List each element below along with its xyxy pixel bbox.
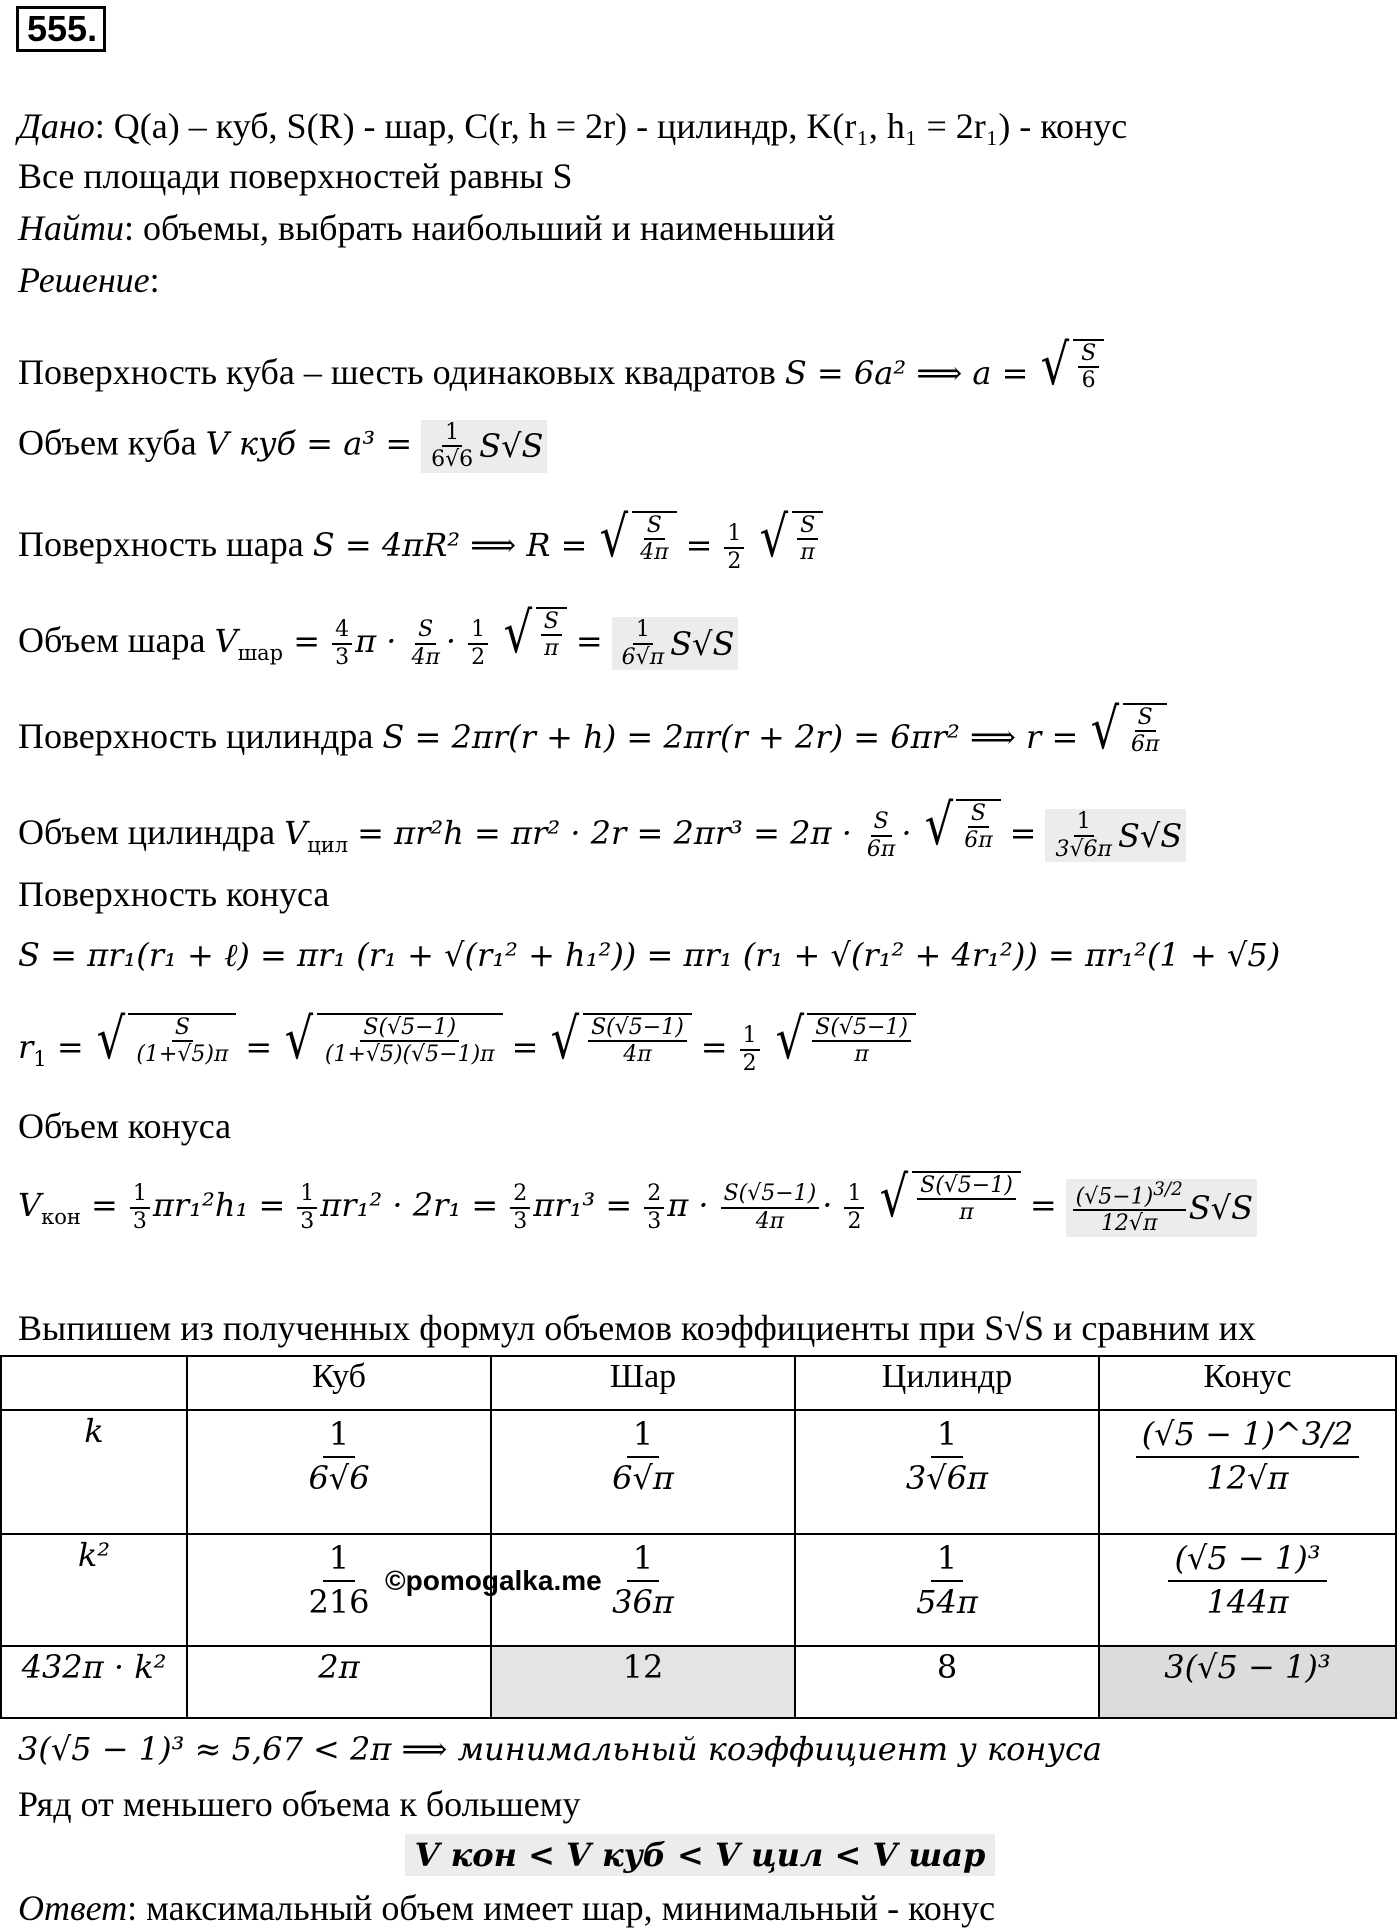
sphere-volume-tail: S√S	[670, 624, 735, 663]
table-cell: $\frac{1}{54\pi}$	[795, 1534, 1099, 1646]
cone-volume-tail: S√S	[1188, 1188, 1253, 1227]
table-cell: $\frac{1}{6√6}$	[187, 1410, 491, 1534]
cube-edge-root: √ $\frac{S}{6}$	[1037, 338, 1104, 394]
find-line	[18, 206, 835, 250]
cylinder-volume-text: Объем цилиндра	[18, 812, 276, 852]
cube-volume-text: Объем куба	[18, 422, 197, 463]
solution-label: Решение	[18, 260, 150, 300]
problem-number: 555.	[16, 6, 106, 52]
table-header-row	[1, 1356, 1396, 1410]
cube-surface-line	[18, 333, 1104, 398]
order-title: Ряд от меньшего объема к большему	[18, 1784, 581, 1824]
given-text: : Q(a) – куб, S(R) - шар, C(r, h = 2r) - цилиндр, K(r₁, h₁ = 2r₁) - конус	[94, 106, 1128, 146]
cylinder-surface-line: Поверхность цилиндра S = 2πr(r + h) = 2πr(r + 2r) = 6πr² ⟹ r = √ $\frac{S}{6\pi}$	[18, 702, 1167, 759]
sphere-volume-text: Объем шара	[18, 620, 206, 660]
table-cell: $\frac{1}{3√6\pi}$	[795, 1410, 1099, 1534]
table-cell: $\frac{1}{36\pi}$	[491, 1534, 795, 1646]
cube-volume-tail: S√S	[479, 427, 544, 466]
table-row	[1, 1534, 1396, 1646]
watermark: ©pomogalka.me	[385, 1565, 602, 1596]
answer-label: Ответ	[18, 1888, 128, 1928]
table-cell: $\frac{(√5 - 1)\^{}3/2}{12√\pi}$	[1099, 1410, 1396, 1534]
cone-radius-line: $r_1$ = √ $\frac{S}{(1+√5)\pi}$ = √ $\frac{S(√5-1)}{(1+√5)(√5-1)\pi}$ = √ $\frac{S(√5-1)}{4\pi}$ = $\frac{1}{2}$ √ $\frac{S(√5-1)}{\pi}$	[18, 1012, 916, 1081]
solution-colon: :	[149, 260, 160, 300]
table-header-cone: Конус	[1099, 1356, 1396, 1410]
cylinder-volume-formula: = πr²h = πr² · 2r = 2πr³ = 2π ·	[357, 814, 852, 852]
table-row	[1, 1646, 1396, 1718]
table-intro: Выпишем из полученных формул объемов коэффициенты при S√S и сравним их	[18, 1308, 1256, 1348]
conclusion-line: 3(√5 − 1)³ ≈ 5,67 < 2π ⟹ минимальный коэффициент у конуса	[18, 1730, 1102, 1768]
row-label-k-squared: k²	[1, 1534, 187, 1646]
sphere-surface-formula: S = 4πR² ⟹ R =	[312, 526, 588, 564]
coefficient-table	[0, 1355, 1397, 1719]
table-cell: 8	[795, 1646, 1099, 1718]
cylinder-surface-text: Поверхность цилиндра	[18, 716, 374, 756]
sphere-volume-line: Объем шара $V_{шар}$ = $\frac{4}{3}$ π · $\frac{S}{4\pi}$ · $\frac{1}{2}$ √ $\frac{S}{\pi}$ = $\frac{1}{6√\pi}$ S√S	[18, 606, 738, 675]
cylinder-volume-line: Объем цилиндра $V_{цил} = \pi r^2h = \pi r^2 \cdot 2r = 2\pi r^3 = 2\pi$ · $\frac{S}{6\pi}$ · √ $\frac{S}{6\pi}$ = $\frac{1}{3√6\pi}$ S√S	[18, 798, 1186, 867]
sphere-surface-line: Поверхность шара S = 4πR² ⟹ R = √ $\frac{S}{4\pi}$ = $\frac{1}{2}$ √ $\frac{S}{\pi}$	[18, 510, 823, 574]
table-cell: $\frac{1}{216}$	[187, 1534, 491, 1646]
answer-text: : максимальный объем имеет шар, минимальный - конус	[127, 1888, 996, 1928]
table-header-sphere: Шар	[491, 1356, 795, 1410]
table-cell: $\frac{\text{(√5 − 1)³}}{144\pi}$	[1099, 1534, 1396, 1646]
cube-surface-formula: S = 6a² ⟹ a =	[784, 354, 1029, 392]
cube-volume-coef-den: 6√6	[431, 447, 474, 473]
find-text: : объемы, выбрать наибольший и наименьший	[124, 208, 836, 248]
volume-order: V кон < V куб < V цил < V шар	[0, 1832, 1400, 1876]
row-label-scaled: 432π · k²	[1, 1646, 187, 1718]
cube-volume-line: Объем куба V куб = a³ = $\frac{1}{6√6}$ S√S	[18, 420, 547, 473]
table-header-cube: Куб	[187, 1356, 491, 1410]
cylinder-surface-formula: S = 2πr(r + h) = 2πr(r + 2r) = 6πr² ⟹ r =	[382, 718, 1079, 756]
table-cell-min: 3(√5 − 1)³	[1099, 1646, 1396, 1718]
table-header-empty	[1, 1356, 187, 1410]
cylinder-volume-tail: S√S	[1117, 816, 1183, 855]
cone-surface-formula: S = πr₁(r₁ + ℓ) = πr₁ (r₁ + √(r₁² + h₁²)) = πr₁ (r₁ + √(r₁² + 4r₁²)) = πr₁²(1 + √5)	[18, 936, 1281, 974]
cone-surface-label-line: Поверхность конуса	[18, 874, 330, 914]
find-label: Найти	[18, 208, 124, 248]
answer-line	[18, 1886, 995, 1930]
cone-volume-label-line: Объем конуса	[18, 1106, 232, 1146]
solution-line	[18, 258, 160, 302]
sphere-surface-text: Поверхность шара	[18, 524, 304, 564]
cone-volume-formula: $V_{кон}$ = $\frac{1}{3}$ πr₁²h₁ = $\frac{1}{3}$ πr₁² · 2r₁ = $\frac{2}{3}$ πr₁³ = $\frac{2}{3}$ π · $\frac{S(√5-1)}{4\pi}$ · $\frac{1}{2}$ √ $\frac{S(√5-1)}{\pi}$ = $\frac{(√5-1)^{3/2}}{12√\pi}$ S√S	[18, 1170, 1257, 1239]
surfaces-equal-line: Все площади поверхностей равны S	[18, 156, 573, 196]
cube-volume-formula: V куб = a³ =	[205, 424, 413, 463]
table-header-cylinder: Цилиндр	[795, 1356, 1099, 1410]
table-row	[1, 1410, 1396, 1534]
table-cell-max: 12	[491, 1646, 795, 1718]
row-label-k: k	[1, 1410, 187, 1534]
given-line	[18, 104, 1127, 148]
table-cell: $\frac{1}{6√\pi}$	[491, 1410, 795, 1534]
cube-surface-text: Поверхность куба – шесть одинаковых квадратов	[18, 352, 776, 392]
given-label: Дано	[18, 106, 95, 146]
table-cell: 2π	[187, 1646, 491, 1718]
